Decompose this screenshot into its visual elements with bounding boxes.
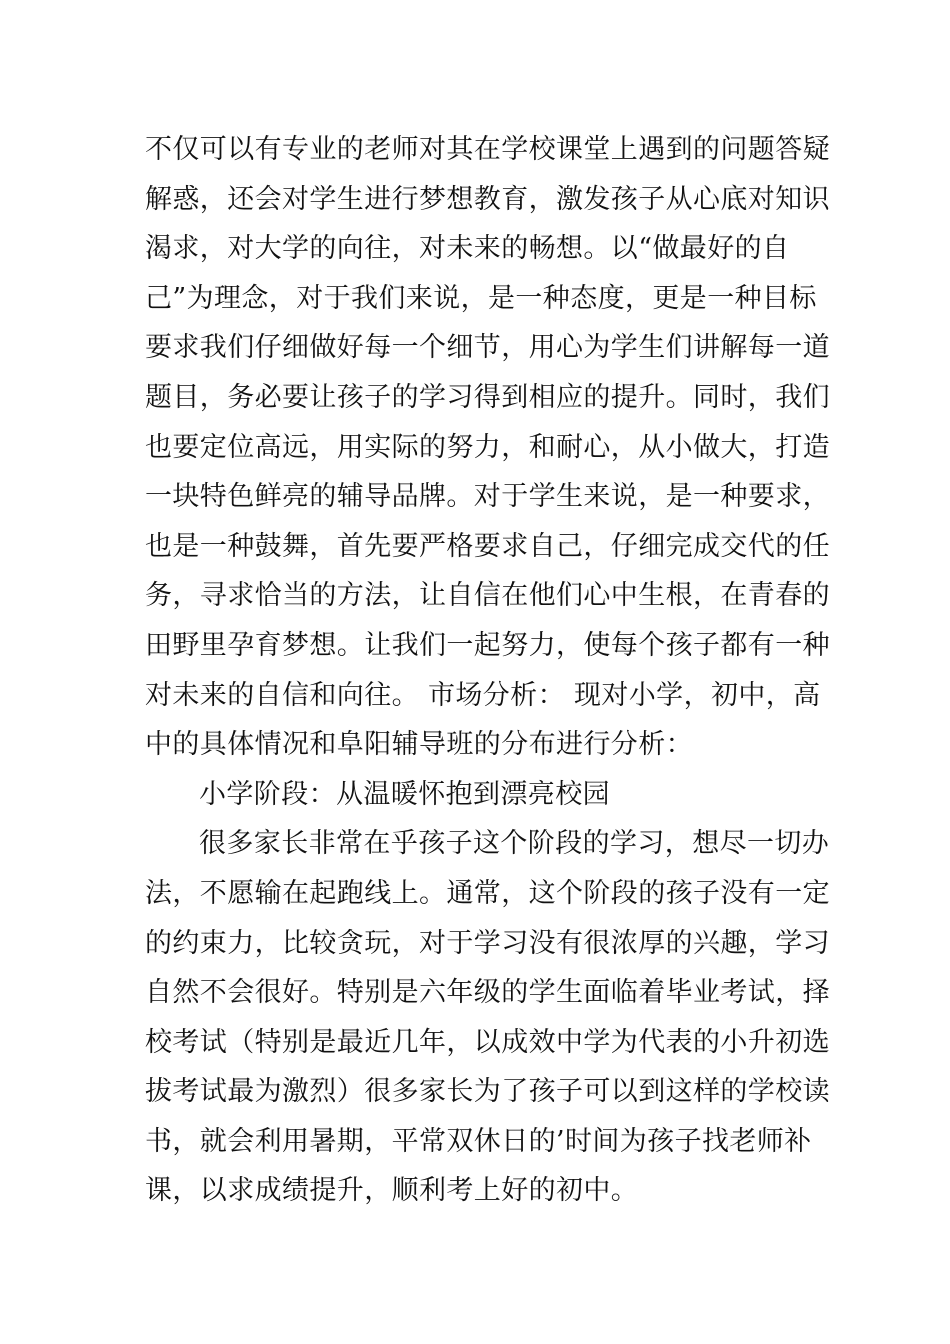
text-line: 自然不会很好。特别是六年级的学生面临着毕业考试，择 <box>145 977 830 1009</box>
text-line: 对未来的自信和向往。 市场分析： 现对小学，初中，高 <box>145 679 821 711</box>
paragraph-primary-school <box>145 819 830 1216</box>
text-line: 小学阶段：从温暖怀抱到漂亮校园 <box>199 778 610 810</box>
text-line: 要求我们仔细做好每一个细节，用心为学生们讲解每一道 <box>145 332 830 364</box>
text-line: 很多家长非常在乎孩子这个阶段的学习，想尽一切办 <box>199 828 830 860</box>
text-line: 课，以求成绩提升，顺利考上好的初中。 <box>145 1175 639 1207</box>
text-line: 渴求，对大学的向往，对未来的畅想。以“做最好的自 <box>145 233 790 265</box>
section-heading-primary-school <box>145 770 807 820</box>
text-line: 不仅可以有专业的老师对其在学校课堂上遇到的问题答疑 <box>145 134 830 165</box>
text-line: 拔考试最为激烈）很多家长为了孩子可以到这样的学校读 <box>145 1076 830 1108</box>
text-line: 书，就会利用暑期，平常双休日的’时间为孩子找老师补 <box>145 1125 812 1157</box>
text-line: 的约束力，比较贪玩，对于学习没有很浓厚的兴趣，学习 <box>145 927 830 959</box>
text-line: 一块特色鲜亮的辅导品牌。对于学生来说，是一种要求， <box>145 481 830 513</box>
text-line: 也要定位高远，用实际的努力，和耐心，从小做大，打造 <box>145 431 830 463</box>
text-line: 中的具体情况和阜阳辅导班的分布进行分析： <box>145 729 693 761</box>
text-line: 校考试（特别是最近几年，以成效中学为代表的小升初选 <box>145 1026 830 1058</box>
text-line: 题目，务必要让孩子的学习得到相应的提升。同时，我们 <box>145 381 830 413</box>
text-line: 法，不愿输在起跑线上。通常，这个阶段的孩子没有一定 <box>145 877 830 909</box>
text-line: 己”为理念，对于我们来说，是一种态度，更是一种目标 <box>145 282 817 314</box>
text-line: 也是一种鼓舞，首先要严格要求自己，仔细完成交代的任 <box>145 530 830 562</box>
document-body <box>145 125 830 1216</box>
text-line: 田野里孕育梦想。让我们一起努力，使每个孩子都有一种 <box>145 629 830 661</box>
text-line: 解惑，还会对学生进行梦想教育，激发孩子从心底对知识 <box>145 183 830 215</box>
paragraph-intro <box>145 125 830 770</box>
text-line: 务，寻求恰当的方法，让自信在他们心中生根，在青春的 <box>145 580 830 612</box>
